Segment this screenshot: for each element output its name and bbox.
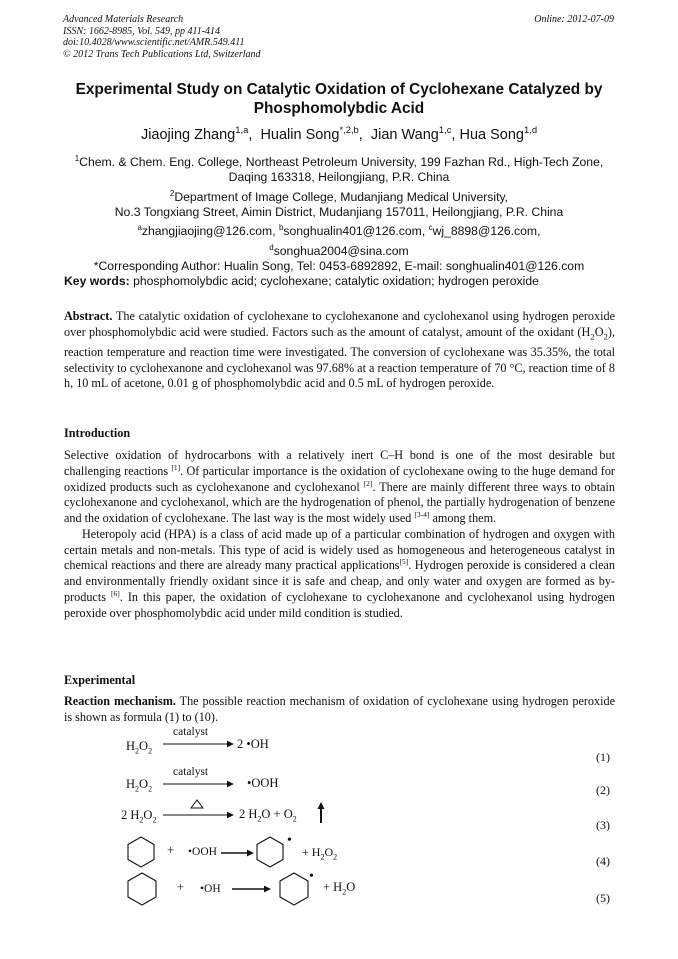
citation[interactable]: [5] xyxy=(399,557,409,567)
reaction-arrow xyxy=(163,811,235,819)
heat-triangle-icon xyxy=(190,799,204,809)
abstract: Abstract. The catalytic oxidation of cyclohexane to cyclohexanone and cyclohexanol using hydrogen peroxide over phosphomolybdic acid were studied. Factors such as the amount of catalyst, amount of the oxidant $(H_2O_2)$, reaction temperature and reaction time were investigated. The conversion of cyclohexane was 35.35%, the total selectivity to cyclohexanone and cyclohexanol was 97.68% at a reaction temperature of 70 °C, reaction time of 8 h, 10 mL of acetone, 0.01 g of phosphomolybdic acid and 0.5 mL of hydrogen peroxide. xyxy=(64,309,616,391)
eq4-product: + $H_2O_2$ xyxy=(302,845,338,862)
cyclohexyl-radical-icon xyxy=(255,836,285,868)
cyclohexane-icon xyxy=(126,836,156,868)
affiliation-1-line1: Chem. & Chem. Eng. College, Northeast Petroleum University, 199 Fazhan Rd., High-Tech Zone, xyxy=(79,155,604,170)
radical-dot: • xyxy=(287,833,292,848)
cyclohexane-icon xyxy=(126,872,158,906)
keywords-text: phosphomolybdic acid; cyclohexane; catalytic oxidation; hydrogen peroxide xyxy=(133,274,539,288)
eq1-reactant: $H_2O_2$ xyxy=(126,739,153,756)
plus-sign: + xyxy=(177,880,185,894)
intro-paragraph-2: Heteropoly acid (HPA) is a class of acid made up of a particular combination of hydrogen and oxygen with certain metals and non-metals. This type of acid is widely used as homogeneous and heterogeneous catalyst in chemical reactions and there are already many practical applications[5]. Hydrogen peroxide is considered a clean and environmentally friendly oxidant since it is safe and cheap, and only water and oxygen are formed as by-products [6]. In this paper, the oxidation of cyclohexane to cyclohexanone and cyclohexanol using hydrogen peroxide over phosphomolybdic acid under mild condition is studied. xyxy=(64,526,615,620)
affiliations: $^1$Chem. & Chem. Eng. College, Northeast Petroleum University, 199 Fazhan Rd., High-Tech Zone, Daqing 163318, Heilongjiang, P.R. China $^2$Department of Image College, Mudanjiang Medical University, No.3 Tongxiang Street, Aimin District, Mudanjiang 157011, Heilongjiang, P.R. China $^a$zhangjiaojing@126.com, $^b$songhualin401@126.com, $^c$wj_8898@126.com, $^d$songhua2004@sina.com *Corresponding Author: Hualin Song, Tel: 0453-6892892, E-mail: songhualin401@126.com xyxy=(40,151,638,274)
author-name: Jian Wang xyxy=(370,126,439,143)
paper-title: Experimental Study on Catalytic Oxidation of Cyclohexane Catalyzed by Phosphomolybdic Acid xyxy=(75,81,603,117)
equation-number: (5) xyxy=(596,891,610,905)
reaction-arrow xyxy=(221,849,255,857)
email-c[interactable]: wj_8898@126.com xyxy=(432,224,538,239)
radical-dot: • xyxy=(309,869,314,884)
subsection-text: The possible reaction mechanism of oxidation of cyclohexane using hydrogen peroxide is shown as formula (1) to (10). xyxy=(64,694,615,724)
affiliation-2-line1: Department of Image College, Mudanjiang Medical University, xyxy=(174,189,509,204)
eq2-product: •OOH xyxy=(247,776,279,790)
reaction-arrow xyxy=(163,780,235,788)
issn: ISSN: 1662-8985, Vol. 549, pp 411-414 xyxy=(63,25,221,37)
author-name: Hua Song xyxy=(459,126,524,143)
gas-evolution-arrow-icon xyxy=(317,802,325,824)
intro-paragraph-1: Selective oxidation of hydrocarbons with a relatively inert C–H bond is one of the most desirable but challenging reactions [1]. Of particular importance is the oxidation of cyclohexane owing to the huge demand for oxidized products such as cyclohexanone and cyclohexanol [2]. There are mainly different three ways to obtain cyclohexanone and cyclohexanol, which are the hydrogenation of phenol, the partially hydrogenation of benzene and the oxidation of cyclohexane. The last way is the most widely used [3-4] among them. xyxy=(64,448,615,525)
plus-sign: + xyxy=(167,843,175,857)
eq5-radical: •OH xyxy=(200,883,221,895)
corresponding-author: *Corresponding Author: Hualin Song, Tel: 0453-6892892, E-mail: songhualin401@126.com xyxy=(93,259,585,274)
eq1-product: 2 •OH xyxy=(237,737,269,751)
email-d[interactable]: songhua2004@sina.com xyxy=(273,243,409,258)
doi: doi:10.4028/www.scientific.net/AMR.549.411 xyxy=(63,37,245,49)
abstract-text: O xyxy=(594,324,604,339)
affil-sup: 1 xyxy=(74,154,80,163)
equation-number: (1) xyxy=(596,750,610,764)
email-b[interactable]: songhualin401@126.com xyxy=(283,224,422,239)
journal-header xyxy=(63,14,261,60)
keywords xyxy=(64,274,614,288)
citation[interactable]: [6] xyxy=(111,588,120,598)
abstract-label: Abstract. xyxy=(64,309,113,323)
author-name: Hualin Song xyxy=(260,126,340,143)
eq4-radical: •OOH xyxy=(188,846,217,858)
eq1-catalyst-label: catalyst xyxy=(173,726,209,738)
equation-number: (2) xyxy=(596,783,610,797)
eq5-product: + $H_2O$ xyxy=(323,880,356,897)
subsection-label: Reaction mechanism. xyxy=(64,694,176,708)
author-name: Jiaojing Zhang xyxy=(140,126,236,143)
journal-name: Advanced Materials Research xyxy=(63,14,184,25)
author-sup: 1,c xyxy=(438,124,452,135)
affiliation-2-line2: No.3 Tongxiang Street, Aimin District, Mudanjiang 157011, Heilongjiang, P.R. China xyxy=(114,205,564,220)
email-line: $^a$zhangjiaojing@126.com, $^b$songhualin401@126.com, $^c$wj_8898@126.com, xyxy=(137,223,541,239)
eq2-reactant: $H_2O_2$ xyxy=(126,777,153,794)
author-list: Jiaojing Zhang$^{1,a}$, Hualin Song$^{*,2,b}$, Jian Wang$^{1,c}$, Hua Song$^{1,d}$ xyxy=(140,124,538,143)
reaction-arrow xyxy=(232,885,272,893)
introduction-body xyxy=(64,448,615,621)
experimental-heading: Experimental xyxy=(64,673,136,687)
reaction-arrow xyxy=(163,740,235,748)
equation-number: (3) xyxy=(596,818,610,832)
keywords-label: Key words: xyxy=(64,274,130,288)
author-sup: 1,a xyxy=(235,124,249,135)
online-date: Online: 2012-07-09 xyxy=(534,14,614,25)
affiliation-1-line2: Daqing 163318, Heilongjiang, P.R. China xyxy=(228,170,450,185)
eq2-catalyst-label: catalyst xyxy=(173,766,209,778)
reaction-equations xyxy=(0,722,678,922)
author-sup: 1,d xyxy=(523,124,538,135)
citation[interactable]: [2] xyxy=(363,478,373,488)
citation[interactable]: [3-4] xyxy=(414,510,430,519)
cyclohexyl-radical-icon xyxy=(278,872,310,906)
experimental-body xyxy=(64,694,615,726)
author-sup: *,2,b xyxy=(339,124,359,135)
equation-number: (4) xyxy=(596,854,610,868)
introduction-heading: Introduction xyxy=(64,426,131,440)
abstract-text: The catalytic oxidation of cyclohexane to cyclohexanone and cyclohexanol using hydrogen peroxide over phosphomolybdic acid were studied. Factors such as the amount of catalyst, amount of the oxidant (H xyxy=(64,309,616,339)
affil-sup: 2 xyxy=(169,188,175,198)
email-a[interactable]: zhangjiaojing@126.com xyxy=(141,224,273,239)
copyright: © 2012 Trans Tech Publications Ltd, Switzerland xyxy=(63,48,261,60)
citation[interactable]: [1] xyxy=(171,462,181,472)
abstract-text: ), reaction temperature and reaction time were investigated. The conversion of cyclohexane was 35.35%, the total selectivity to cyclohexanone and cyclohexanol was 97.68% at a reaction temperature of 70 °C, reaction time of 8 h, 10 mL of acetone, 0.01 g of phosphomolybdic acid and 0.5 mL of hydrogen peroxide. xyxy=(64,324,615,391)
eq3-product: 2 $H_2O + O_2$ xyxy=(239,807,297,824)
eq3-reactant: 2 $H_2O_2$ xyxy=(121,808,157,825)
